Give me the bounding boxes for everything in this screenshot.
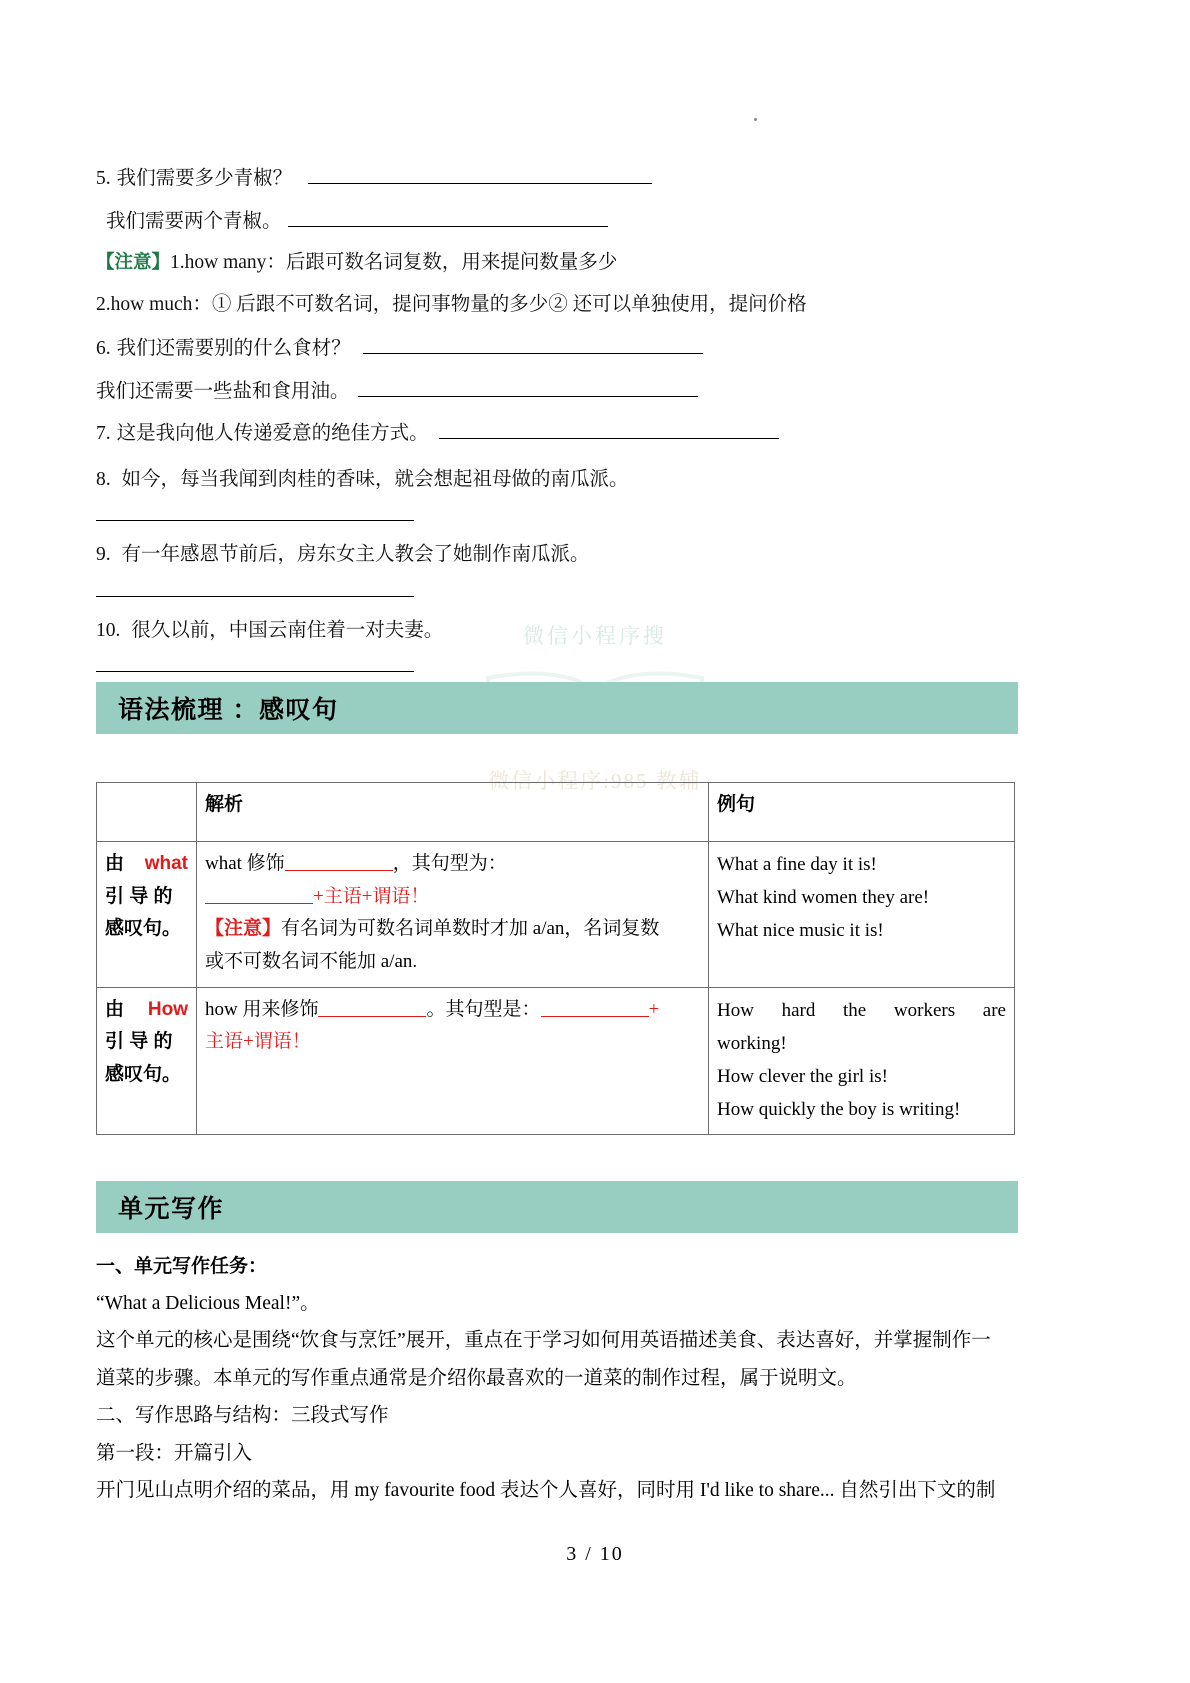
category-line-2: 引 导 的 [105, 1031, 173, 1053]
exercise-text: 很久以前，中国云南住着一对夫妻。 [131, 619, 444, 641]
writing-para1-heading: 第一段：开篇引入 [96, 1442, 253, 1464]
example-sentence: What a fine day it is! [717, 854, 877, 875]
exercise-number: 7. [96, 423, 111, 444]
example-sentence: What nice music it is! [717, 920, 884, 942]
exercise-text: 我们还需要一些盐和食用油。 [96, 380, 350, 402]
exercise-item [96, 168, 1024, 189]
analysis-cell-how [197, 987, 709, 1134]
table-row [97, 842, 1015, 988]
example-w2: hard [781, 999, 816, 1021]
fill-blank[interactable] [318, 1002, 426, 1017]
page-content [96, 0, 1024, 1501]
grammar-table [96, 782, 1015, 1135]
answer-blank[interactable] [96, 519, 414, 521]
analysis-text-post: ，其句型为： [392, 853, 507, 874]
exercise-number: 10. [96, 619, 121, 641]
category-cell-what [97, 842, 197, 988]
note-line-1 [96, 253, 1024, 273]
analysis-plus: + [648, 998, 660, 1020]
exercise-item [96, 621, 1024, 641]
analysis-line-2 [205, 881, 700, 914]
page-footer [0, 1543, 1190, 1566]
example-sentence: What kind women they are! [717, 887, 930, 909]
example-w5: are [982, 999, 1006, 1021]
watermark-bottom-text: 微信小程序:985 教辅 [488, 769, 702, 793]
example-w4: workers [893, 999, 956, 1021]
category-line-2: 引 导 的 [105, 885, 173, 907]
watermark-top-text: 微信小程序搜 [523, 625, 667, 648]
table-header-row [97, 783, 1015, 842]
analysis-text-pre: how 用来修饰 [205, 998, 319, 1020]
fill-blank[interactable] [285, 856, 393, 871]
grammar-section-banner [96, 682, 1018, 734]
category-prefix: 由 [105, 998, 125, 1020]
answer-blank[interactable] [363, 338, 703, 354]
exercise-item [96, 545, 1024, 565]
header-cell-analysis: 解析 [197, 783, 709, 842]
example-w1: How [717, 999, 754, 1021]
category-line-3: 感叹句。 [105, 1064, 182, 1086]
note-line-2: 2.how much：① 后跟不可数名词，提问事物量的多少② 还可以单独使用，提问价格 [96, 293, 807, 315]
analysis-line-1 [205, 848, 700, 881]
header-cell-examples: 例句 [709, 783, 1015, 842]
answer-blank[interactable] [96, 670, 414, 672]
analysis-text-mid: 。其句型是： [426, 998, 541, 1020]
writing-banner-title: 单元写作 [118, 1194, 225, 1223]
fill-blank[interactable] [541, 1002, 649, 1017]
writing-task-title: “What a Delicious Meal!”。 [96, 1292, 320, 1314]
answer-blank[interactable] [288, 211, 608, 227]
analysis-note [205, 913, 700, 946]
exercise-number: 8. [96, 468, 111, 490]
exercise-item [96, 381, 1024, 402]
writing-section-banner [96, 1181, 1018, 1233]
analysis-text-pre: what 修饰 [205, 853, 285, 874]
exercise-text: 我们还需要别的什么食材？ [116, 338, 351, 359]
analysis-formula: +主语+谓语！ [313, 885, 430, 907]
writing-task-heading: 一、单元写作任务： [96, 1255, 268, 1277]
category-prefix: 由 [105, 853, 125, 874]
note-body-b: 或不可数名词不能加 a/an. [205, 951, 418, 973]
writing-para1-text: 开门见山点明介绍的菜品，用 my favourite food 表达个人喜好，同时用 I'd like to share... 自然引出下文的制 [96, 1480, 996, 1502]
analysis-line-1 [205, 994, 700, 1027]
category-keyword-what: what [144, 853, 188, 874]
fill-blank[interactable] [205, 889, 313, 904]
example-w3: the [843, 999, 867, 1021]
examples-cell-how [709, 987, 1015, 1134]
note-tag-red: 【注意】 [205, 918, 282, 940]
exercise-text: 我们需要两个青椒。 [106, 210, 282, 232]
answer-blank[interactable] [358, 381, 698, 397]
exercise-text: 有一年感恩节前后，房东女主人教会了她制作南瓜派。 [121, 544, 590, 565]
example-sentence-cont: working! [717, 1032, 787, 1054]
example-sentence: How quickly the boy is writing! [717, 1098, 961, 1120]
example-sentence: How clever the girl is! [717, 1065, 888, 1087]
exercise-number: 9. [96, 544, 111, 565]
answer-blank[interactable] [439, 423, 779, 439]
note-body-a: 有名词为可数名词单数时才加 a/an，名词复数 [281, 918, 660, 940]
exercise-item [96, 338, 1024, 359]
exercise-text: 这是我向他人传递爱意的绝佳方式。 [116, 423, 429, 444]
note-text-1: 1.how many：后跟可数名词复数，用来提问数量多少 [170, 252, 618, 273]
examples-cell-what [709, 842, 1015, 988]
table-row [97, 987, 1015, 1134]
grammar-banner-title: 语法梳理 ：感叹句 [118, 696, 339, 724]
exercise-text: 如今，每当我闻到肉桂的香味，就会想起祖母做的南瓜派。 [121, 468, 629, 490]
answer-blank[interactable] [308, 168, 652, 184]
analysis-formula: 主语+谓语！ [205, 1031, 311, 1053]
exercise-text: 我们需要多少青椒？ [116, 168, 293, 189]
exercise-item [96, 470, 1024, 490]
exercise-item [96, 423, 1024, 444]
exercise-number: 6. [96, 338, 111, 359]
writing-structure-heading: 二、写作思路与结构：三段式写作 [96, 1405, 389, 1427]
writing-task-paragraph-line2: 道菜的步骤。本单元的写作重点通常是介绍你最喜欢的一道菜的制作过程，属于说明文。 [96, 1367, 857, 1389]
header-cell-blank [97, 783, 197, 842]
example-sentence [717, 994, 1006, 1027]
exercise-number: 5. [96, 168, 111, 189]
answer-blank[interactable] [96, 595, 414, 597]
category-keyword-how: How [147, 998, 188, 1020]
page-number: 3 / 10 [566, 1543, 624, 1565]
category-line-3: 感叹句。 [105, 918, 182, 940]
writing-task-paragraph-line1: 这个单元的核心是围绕“饮食与烹饪”展开，重点在于学习如何用英语描述美食、表达喜好，并掌握制作一 [96, 1330, 991, 1352]
exercise-item [96, 211, 1024, 232]
note-tag: 【注意】 [96, 251, 171, 272]
category-cell-how [97, 987, 197, 1134]
analysis-cell-what [197, 842, 709, 988]
